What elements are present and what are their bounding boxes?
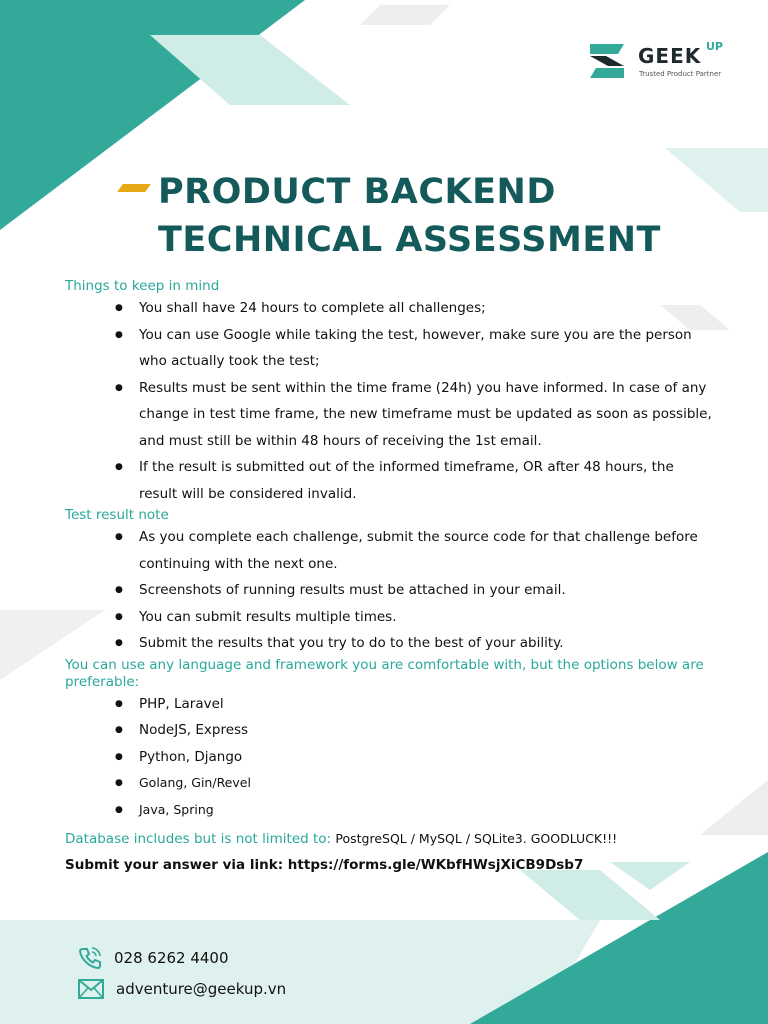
mail-icon <box>78 979 104 999</box>
page-title <box>158 168 661 264</box>
language-list <box>65 691 715 824</box>
list-item: ● Python, Django <box>65 744 715 771</box>
list-item: ● If the result is submitted out of the informed timeframe, OR after 48 hours, the result will be considered invalid. <box>65 454 715 507</box>
logo-name: GEEK <box>638 44 702 68</box>
phone-number: 028 6262 4400 <box>114 949 229 967</box>
database-line <box>65 829 715 849</box>
logo-superscript: UP <box>706 40 723 53</box>
list-item: ● Java, Spring <box>65 797 715 824</box>
section-heading-languages: You can use any language and framework you are comfortable with, but the options below are preferable: <box>65 656 704 690</box>
list-item: ● As you complete each challenge, submit the source code for that challenge before continuing with the next one. <box>65 524 715 577</box>
list-item: ● Results must be sent within the time frame (24h) you have informed. In case of any change in test time frame, the new timeframe must be updated as soon as possible, and must still be within 48 hours of receiving the 1st email. <box>65 375 715 455</box>
list-item: ● You can use Google while taking the test, however, make sure you are the person who actually took the test; <box>65 322 715 375</box>
email-address: adventure@geekup.vn <box>116 980 287 998</box>
list-item: ● Golang, Gin/Revel <box>65 770 715 797</box>
submit-link-line[interactable]: Submit your answer via link: https://forms.gle/WKbfHWsjXiCB9Dsb7 <box>65 857 584 873</box>
section-heading-test-result-note: Test result note <box>65 507 169 523</box>
database-value: PostgreSQL / MySQL / SQLite3. GOODLUCK!!! <box>335 831 618 846</box>
document-body <box>65 278 715 875</box>
database-label: Database includes but is not limited to: <box>65 831 332 847</box>
section-heading-keep-in-mind: Things to keep in mind <box>65 278 220 294</box>
title-line-1: PRODUCT BACKEND <box>158 172 556 212</box>
list-item: ● You can submit results multiple times. <box>65 604 715 631</box>
test-result-list <box>65 524 715 657</box>
logo-tagline: Trusted Product Partner <box>639 70 722 78</box>
list-item: ● PHP, Laravel <box>65 691 715 718</box>
list-item: ● Submit the results that you try to do to the best of your ability. <box>65 630 715 657</box>
title-line-2: TECHNICAL ASSESSMENT <box>158 220 661 260</box>
keep-in-mind-list <box>65 295 715 507</box>
contact-phone[interactable] <box>78 946 229 970</box>
phone-icon <box>78 946 102 970</box>
contact-email[interactable] <box>78 979 286 999</box>
list-item: ● Screenshots of running results must be attached in your email. <box>65 577 715 604</box>
list-item: ● You shall have 24 hours to complete all challenges; <box>65 295 715 322</box>
title-accent-dash <box>117 184 151 192</box>
list-item: ● NodeJS, Express <box>65 717 715 744</box>
